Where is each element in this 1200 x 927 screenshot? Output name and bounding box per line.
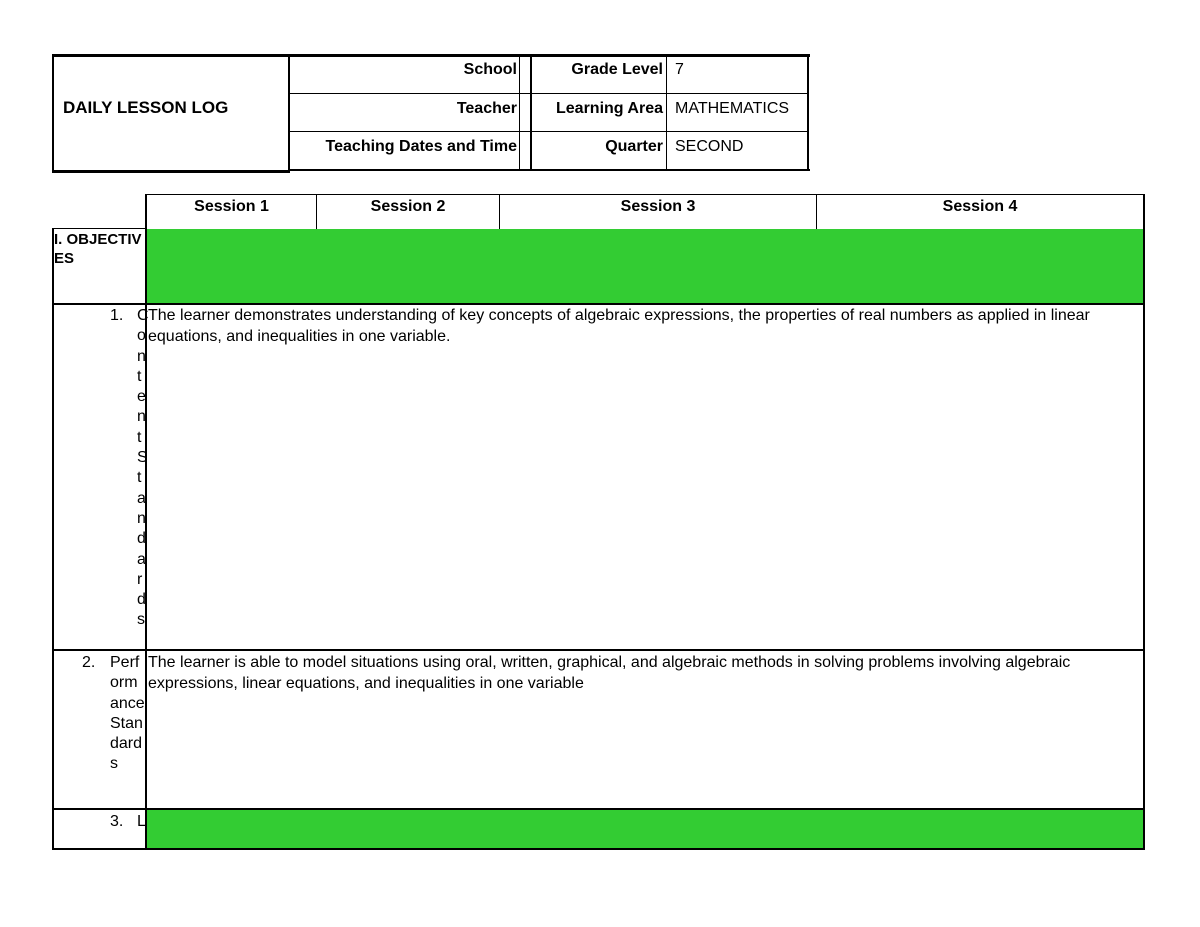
learning-area-value: MATHEMATICS bbox=[675, 100, 790, 117]
performance-standards-label: Performance Standards bbox=[110, 654, 145, 773]
session-1-header: Session 1 bbox=[194, 198, 269, 215]
grade-level-label: Grade Level bbox=[571, 61, 663, 78]
school-label: School bbox=[463, 61, 517, 78]
content-standards-text: The learner demonstrates understanding of key concepts of algebraic expressions, the properties of real numbers as applied in linear equations, and inequalities in one variable. bbox=[148, 307, 1090, 345]
teacher-label: Teacher bbox=[456, 100, 517, 117]
learning-area-label: Learning Area bbox=[556, 100, 663, 117]
session-3-header: Session 3 bbox=[620, 198, 696, 215]
quarter-value: SECOND bbox=[675, 138, 744, 155]
session-2-header: Session 2 bbox=[370, 198, 446, 215]
teaching-dates-label: Teaching Dates and Time bbox=[325, 138, 517, 155]
performance-standards-text: The learner is able to model situations using oral, written, graphical, and algebraic methods in solving problems involving algebraic expressions, linear equations, and inequalities in one variable bbox=[148, 654, 1071, 692]
performance-standards-number: 2. bbox=[82, 654, 96, 671]
grade-level-value: 7 bbox=[675, 61, 684, 78]
teacher-value[interactable] bbox=[520, 94, 530, 131]
teaching-dates-value[interactable] bbox=[520, 132, 530, 169]
learning-competencies-number: 3. bbox=[110, 813, 124, 830]
quarter-label: Quarter bbox=[605, 138, 663, 155]
objectives-heading: I. OBJECTIVES bbox=[54, 231, 142, 267]
school-value[interactable] bbox=[520, 57, 530, 93]
content-standards-label: Content Standards bbox=[137, 307, 149, 629]
learning-competencies-green-band bbox=[147, 810, 1143, 848]
learning-competencies-label: L bbox=[137, 813, 146, 830]
objectives-green-band bbox=[147, 229, 1143, 303]
content-standards-number: 1. bbox=[110, 307, 124, 324]
page-title: DAILY LESSON LOG bbox=[63, 98, 229, 117]
session-4-header: Session 4 bbox=[942, 198, 1018, 215]
